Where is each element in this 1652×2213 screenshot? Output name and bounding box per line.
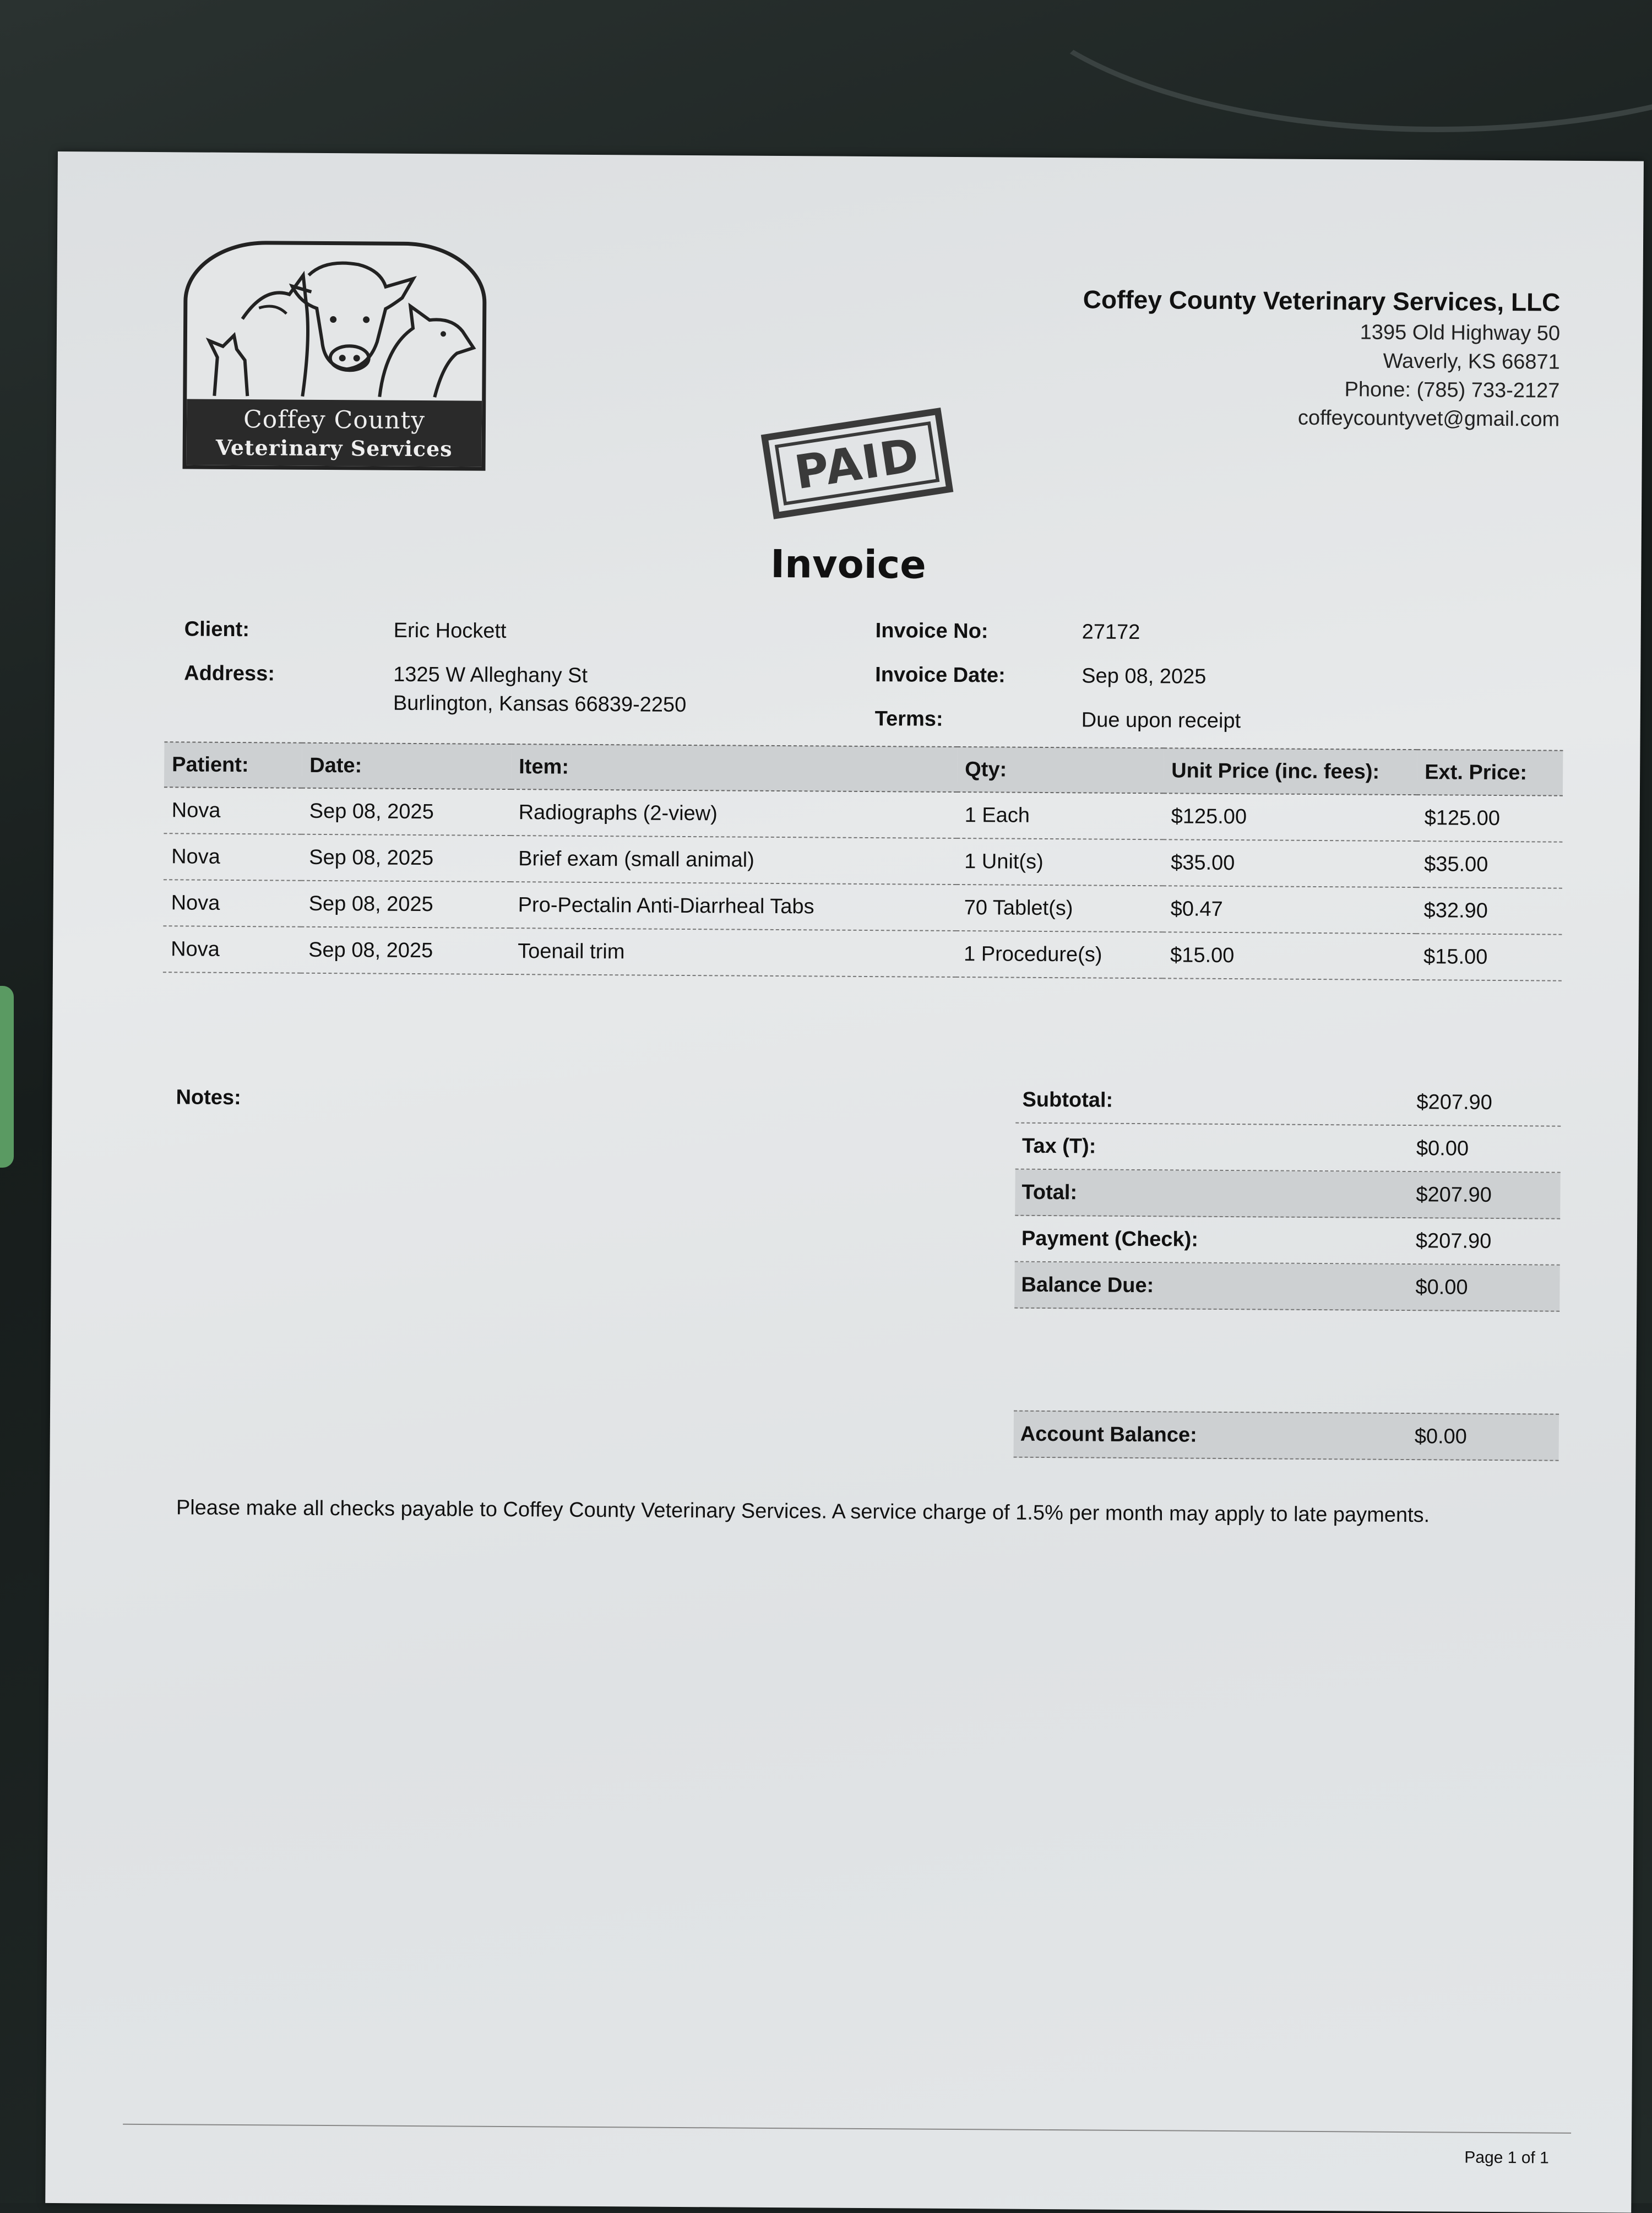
cell-ext-price: $32.90 <box>1416 887 1562 935</box>
company-info <box>1082 284 1560 433</box>
cell-patient: Nova <box>163 880 301 927</box>
address-line1: 1325 W Alleghany St <box>393 663 588 688</box>
total-row <box>1015 1170 1560 1219</box>
header-unit-price: Unit Price (inc. fees): <box>1164 748 1417 795</box>
cell-qty: 1 Unit(s) <box>957 838 1164 886</box>
header-date: Date: <box>302 743 511 789</box>
animals-logo-icon <box>192 253 480 403</box>
payment-row <box>1015 1216 1560 1266</box>
cell-item: Pro-Pectalin Anti-Diarrheal Tabs <box>510 882 956 931</box>
company-address-line1: 1395 Old Highway 50 <box>1083 316 1560 348</box>
account-balance-value: $0.00 <box>1415 1425 1552 1450</box>
cell-patient: Nova <box>164 833 302 881</box>
company-email: coffeycountyvet@gmail.com <box>1082 402 1559 433</box>
balance-due-label: Balance Due: <box>1021 1273 1154 1297</box>
logo-frame <box>182 240 487 470</box>
payment-terms-note: Please make all checks payable to Coffey County Veterinary Services. A service charge of 1.5% per month may apply to late payments. <box>176 1496 1430 1527</box>
totals-block <box>1014 1077 1561 1312</box>
subtotal-row <box>1015 1077 1561 1127</box>
payment-value: $207.90 <box>1416 1229 1553 1254</box>
invoice-date-value: Sep 08, 2025 <box>1082 664 1206 688</box>
header-qty: Qty: <box>957 747 1164 793</box>
invoice-no-label: Invoice No: <box>876 619 988 643</box>
notes-label: Notes: <box>176 1086 241 1110</box>
line-items <box>163 741 1563 981</box>
account-balance-row <box>1014 1411 1559 1461</box>
stamp-text: PAID <box>791 427 923 500</box>
total-value: $207.90 <box>1416 1183 1553 1208</box>
cell-item: Brief exam (small animal) <box>510 836 957 885</box>
green-object <box>0 986 14 1168</box>
table-row <box>163 880 1562 935</box>
subtotal-value: $207.90 <box>1416 1091 1554 1115</box>
company-logo <box>182 240 487 470</box>
company-address-line2: Waverly, KS 66871 <box>1083 345 1560 376</box>
invoice-details <box>874 619 875 751</box>
table-header-row <box>164 742 1563 796</box>
balance-due-value: $0.00 <box>1415 1276 1553 1300</box>
cell-qty: 1 Each <box>957 792 1164 839</box>
cell-patient: Nova <box>163 926 301 973</box>
logo-text-line2: Veterinary Services <box>187 435 482 461</box>
cell-date: Sep 08, 2025 <box>301 788 511 836</box>
tax-row <box>1015 1124 1561 1173</box>
line-items-table <box>163 741 1563 981</box>
cell-date: Sep 08, 2025 <box>301 881 510 928</box>
cell-patient: Nova <box>164 787 302 834</box>
terms-value: Due upon receipt <box>1082 708 1241 733</box>
paid-stamp <box>761 408 954 519</box>
cell-item: Radiographs (2-view) <box>510 789 957 838</box>
company-name: Coffey County Veterinary Services, LLC <box>1083 284 1561 317</box>
invoice-no-value: 27172 <box>1082 620 1140 644</box>
table-row <box>164 787 1562 842</box>
tax-label: Tax (T): <box>1022 1134 1096 1158</box>
header-patient: Patient: <box>164 742 302 788</box>
page-number: Page 1 of 1 <box>1464 2149 1549 2168</box>
cell-unit-price: $0.47 <box>1162 886 1416 934</box>
account-balance-label: Account Balance: <box>1020 1422 1197 1447</box>
logo-text-line1: Coffey County <box>187 405 482 435</box>
terms-label: Terms: <box>875 707 943 731</box>
total-label: Total: <box>1021 1180 1077 1205</box>
payment-label: Payment (Check): <box>1021 1227 1198 1251</box>
invoice-paper <box>45 151 1644 2213</box>
cell-qty: 70 Tablet(s) <box>956 885 1163 932</box>
company-phone: Phone: (785) 733-2127 <box>1083 373 1560 405</box>
cell-ext-price: $15.00 <box>1416 934 1562 981</box>
invoice-date-label: Invoice Date: <box>875 663 1006 687</box>
tax-value: $0.00 <box>1416 1137 1554 1162</box>
address-line2: Burlington, Kansas 66839-2250 <box>393 692 687 717</box>
cell-item: Toenail trim <box>510 928 956 977</box>
table-row <box>164 833 1562 888</box>
document-title: Invoice <box>55 537 1641 592</box>
header-ext-price: Ext. Price: <box>1417 750 1563 796</box>
header-item: Item: <box>511 744 957 792</box>
cell-date: Sep 08, 2025 <box>301 834 511 882</box>
footer-divider <box>123 2124 1571 2134</box>
cell-qty: 1 Procedure(s) <box>956 931 1163 978</box>
cell-unit-price: $35.00 <box>1163 839 1417 887</box>
cell-ext-price: $125.00 <box>1416 795 1563 842</box>
cell-unit-price: $15.00 <box>1162 932 1416 980</box>
subtotal-label: Subtotal: <box>1022 1088 1113 1112</box>
cell-unit-price: $125.00 <box>1163 793 1417 841</box>
client-name: Eric Hockett <box>394 619 507 643</box>
address-label: Address: <box>184 661 275 686</box>
table-row <box>163 926 1562 981</box>
balance-due-row <box>1014 1262 1559 1312</box>
cell-date: Sep 08, 2025 <box>301 927 510 974</box>
client-label: Client: <box>184 617 249 642</box>
cell-ext-price: $35.00 <box>1416 841 1563 888</box>
